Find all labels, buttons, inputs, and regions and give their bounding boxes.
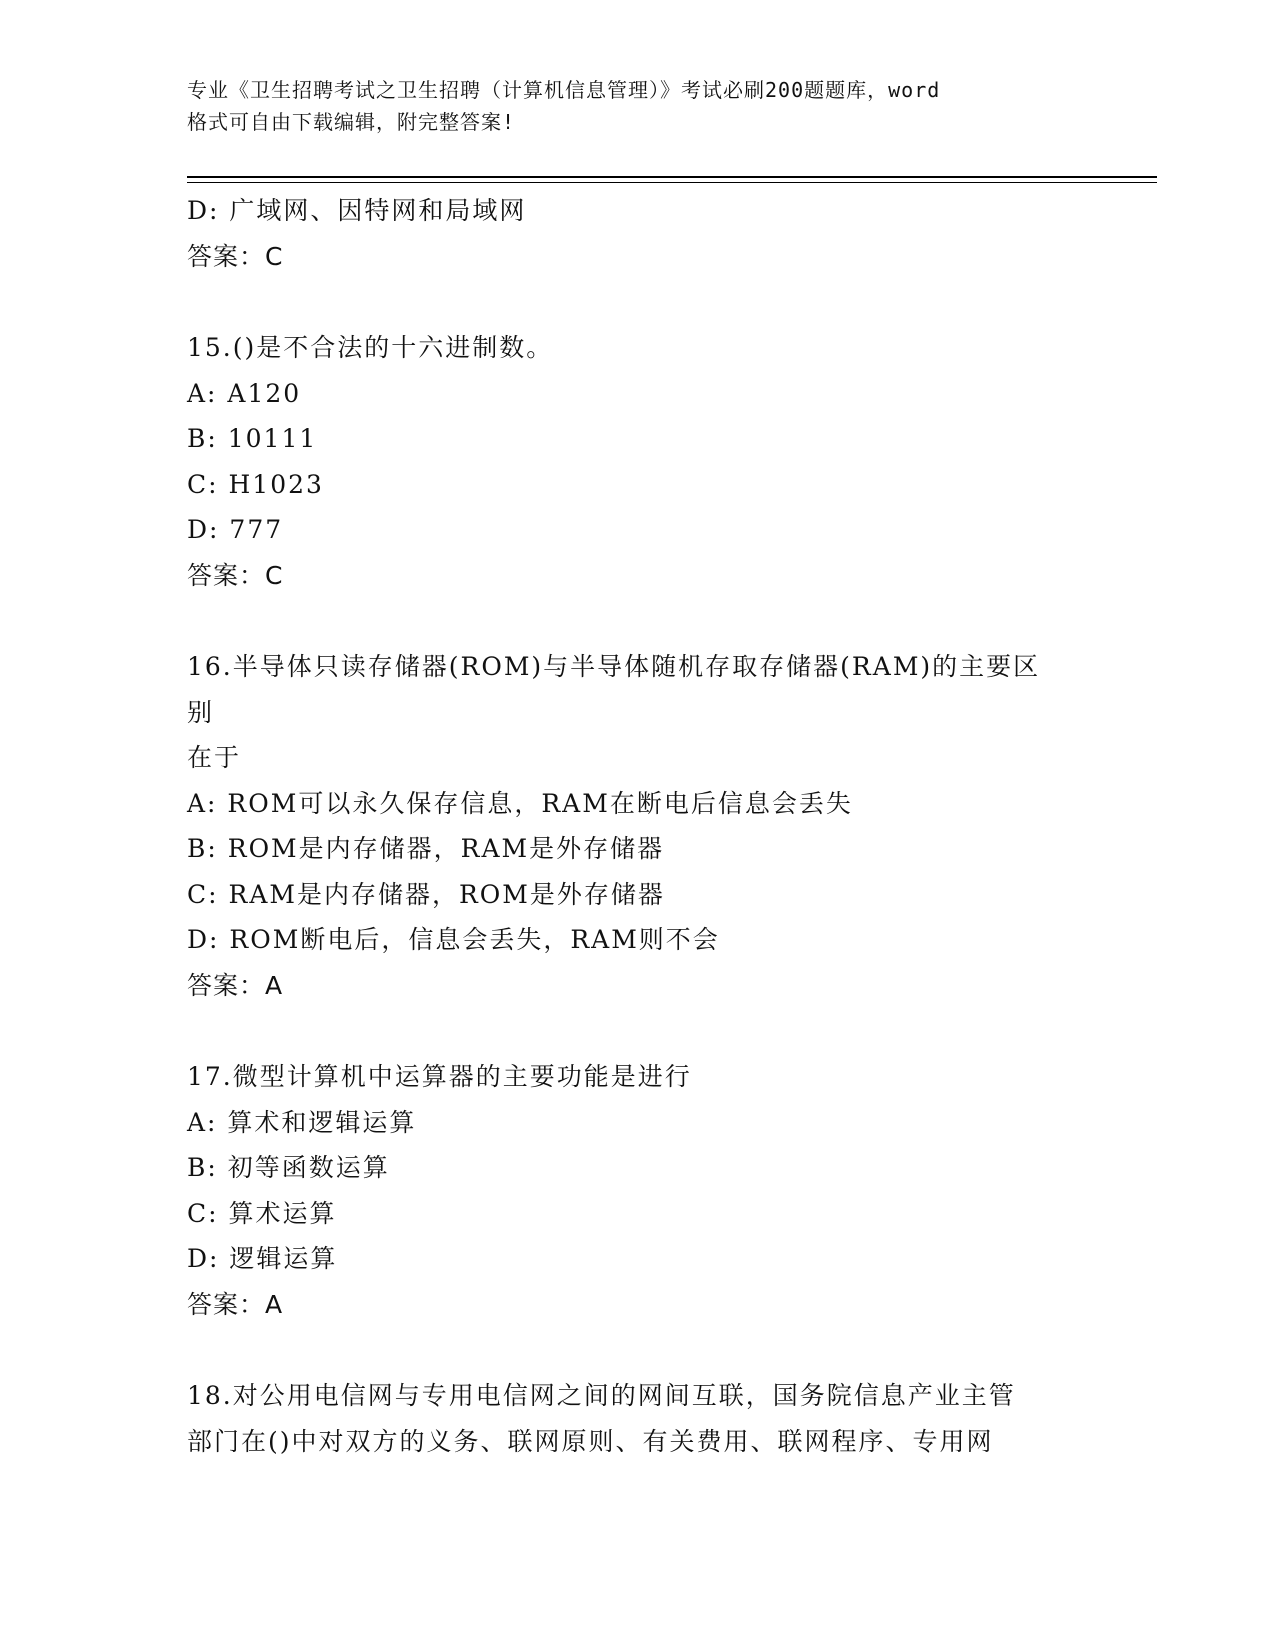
option-c: C: RAM是内存储器，ROM是外存储器 — [187, 879, 665, 909]
option-b: B: ROM是内存储器，RAM是外存储器 — [187, 834, 665, 863]
question-text-line-2: 在于 — [187, 743, 242, 772]
question-list — [187, 188, 1067, 1464]
question-text-line-1: 18.对公用电信网与专用电信网之间的网间互联，国务院信息产业主管 — [187, 1381, 1016, 1410]
question-block-16 — [187, 644, 1067, 1008]
option-a: A: A120 — [187, 378, 302, 408]
spacer — [187, 279, 1067, 325]
question-block-17 — [187, 1054, 1067, 1327]
answer-line: 答案：A — [187, 970, 284, 1000]
answer-line: 答案：C — [187, 560, 284, 590]
question-text-line-2: 部门在()中对双方的义务、联网原则、有关费用、联网程序、专用网 — [187, 1426, 994, 1456]
option-d: D: ROM断电后，信息会丢失，RAM则不会 — [187, 925, 720, 954]
question-text-line-1: 16.半导体只读存储器(ROM)与半导体随机存取存储器(RAM)的主要区别 — [187, 652, 1041, 727]
question-block-14 — [187, 188, 1067, 279]
document-header — [187, 74, 1087, 138]
spacer — [187, 1327, 1067, 1373]
option-d: D: 逻辑运算 — [187, 1244, 338, 1273]
header-line-2: 格式可自由下载编辑，附完整答案! — [187, 110, 516, 134]
option-b: B: 10111 — [187, 424, 318, 453]
answer-line: 答案：A — [187, 1289, 284, 1319]
header-divider-thick — [187, 176, 1157, 178]
option-c: C: 算术运算 — [187, 1198, 337, 1228]
option-c: C: H1023 — [187, 469, 324, 499]
option-d: D: 广域网、因特网和局域网 — [187, 196, 527, 225]
question-text: 15.()是不合法的十六进制数。 — [187, 333, 554, 362]
option-b: B: 初等函数运算 — [187, 1153, 390, 1182]
answer-line: 答案：C — [187, 241, 284, 271]
question-block-18 — [187, 1373, 1067, 1464]
option-a: A: 算术和逻辑运算 — [187, 1107, 417, 1137]
spacer — [187, 598, 1067, 644]
option-a: A: ROM可以永久保存信息，RAM在断电后信息会丢失 — [187, 788, 853, 818]
option-d: D: 777 — [187, 515, 284, 544]
question-block-15 — [187, 325, 1067, 598]
spacer — [187, 1008, 1067, 1054]
header-divider-thin — [187, 182, 1157, 183]
header-line-1: 专业《卫生招聘考试之卫生招聘（计算机信息管理）》考试必刷200题题库，word — [187, 78, 941, 102]
question-text: 17.微型计算机中运算器的主要功能是进行 — [187, 1062, 692, 1091]
